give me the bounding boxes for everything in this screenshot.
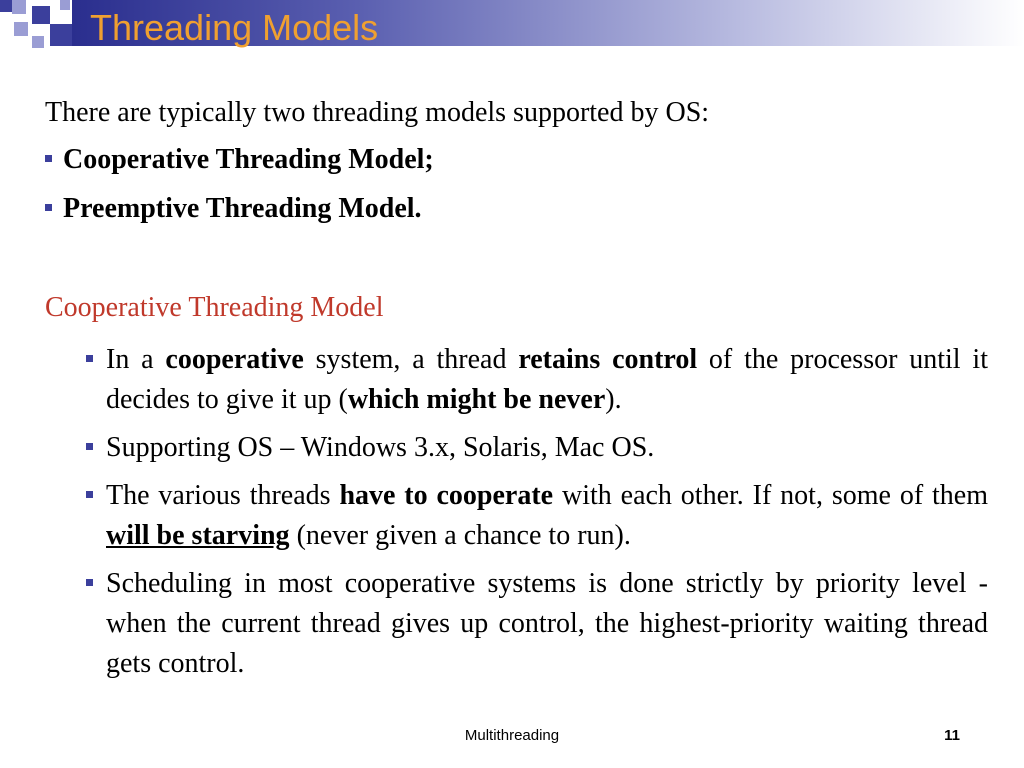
bold-run: have to cooperate — [339, 480, 554, 511]
list-item — [45, 142, 434, 178]
text-run: system, a thread — [303, 344, 519, 375]
text-run: of the processor until it decides to give it up ( — [106, 344, 988, 415]
square-bullet-icon — [86, 443, 93, 450]
intro-text: There are typically two threading models supported by OS: — [45, 97, 710, 128]
list-item — [86, 476, 988, 556]
decor-square — [60, 0, 70, 10]
text-run: The various threads — [106, 480, 340, 511]
models-list — [45, 142, 434, 240]
decor-square — [32, 6, 50, 24]
decor-square — [32, 36, 44, 48]
text-run: Scheduling in most cooperative systems is done strictly by priority level - when the current thread gives up control, the highest-priority waiting thread gets control. — [106, 568, 988, 679]
square-bullet-icon — [86, 491, 93, 498]
underlined-bold-run: will be starving — [106, 520, 290, 551]
decor-square — [0, 0, 12, 12]
bold-run: which might be never — [347, 384, 606, 415]
bold-run: retains control — [518, 344, 698, 375]
list-item — [86, 340, 988, 420]
decor-square — [14, 22, 28, 36]
section-heading: Cooperative Threading Model — [45, 292, 384, 323]
model-label: Preemptive Threading Model. — [63, 193, 422, 224]
text-run: ). — [605, 384, 622, 415]
model-label: Cooperative Threading Model; — [63, 144, 434, 175]
slide-header — [0, 0, 1024, 50]
square-bullet-icon — [45, 204, 52, 211]
footer-text: Multithreading — [464, 727, 560, 744]
decor-square — [50, 24, 72, 46]
square-bullet-icon — [86, 355, 93, 362]
square-bullet-icon — [45, 155, 52, 162]
text-run: In a — [106, 344, 166, 375]
list-item — [86, 428, 988, 468]
decor-square — [12, 0, 26, 14]
list-item — [86, 564, 988, 684]
text-run: Supporting OS – Windows 3.x, Solaris, Mac OS. — [106, 432, 655, 463]
list-item — [45, 191, 434, 227]
slide-title: Threading Models — [90, 7, 379, 48]
cooperative-details-list — [86, 340, 988, 692]
text-run: (never given a chance to run). — [289, 520, 631, 551]
text-run: with each other. If not, some of them — [553, 480, 988, 511]
bold-run: cooperative — [165, 344, 304, 375]
page-number: 11 — [944, 727, 960, 744]
square-bullet-icon — [86, 579, 93, 586]
